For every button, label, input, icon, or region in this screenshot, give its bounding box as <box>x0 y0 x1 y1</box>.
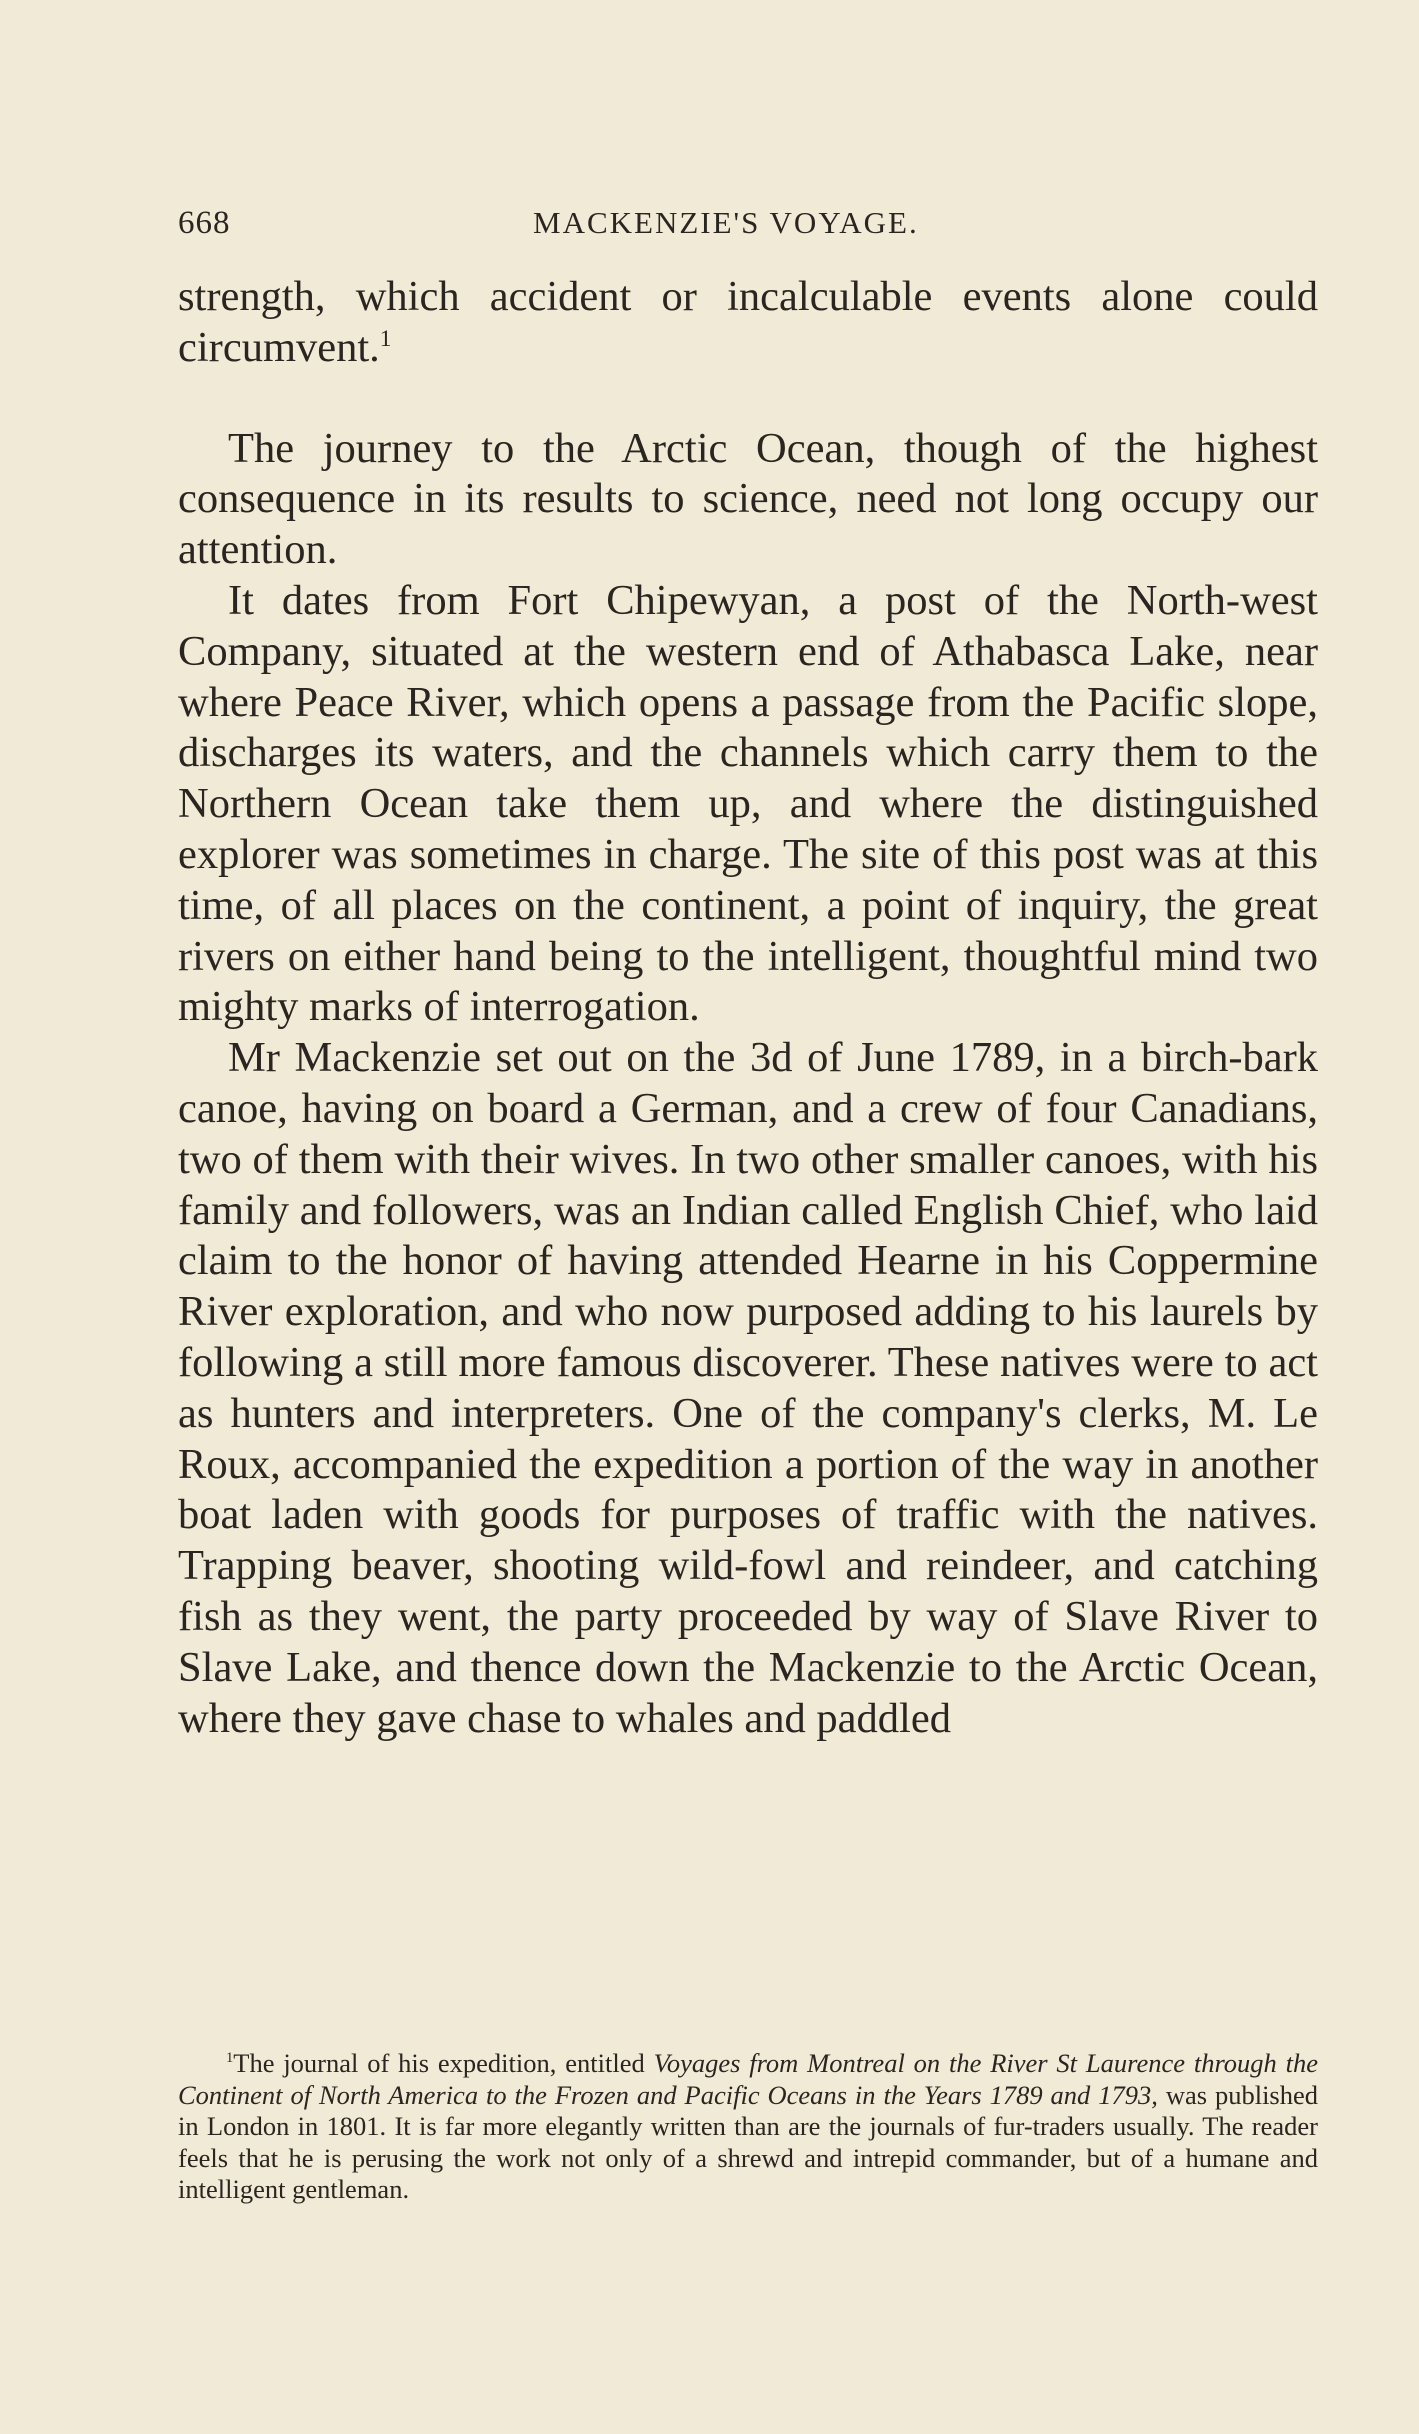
body-text <box>178 272 1318 1744</box>
footnote-marker: 1 <box>226 2050 234 2067</box>
running-title: MACKENZIE'S VOYAGE. <box>533 205 919 240</box>
running-head <box>178 205 1318 255</box>
paragraph: It dates from Fort Chipewyan, a post of the North-west Company, situated at the western end of Athabasca Lake, near where Peace River, which opens a passage from the Pacific slope, discharges its waters, and the channels which carry them to the Northern Ocean take them up, and where the distinguished explorer was sometimes in charge. The site of this post was at this time, of all places on the continent, a point of inquiry, the great rivers on either hand being to the intelligent, thoughtful mind two mighty marks of interrogation. <box>178 576 1318 1031</box>
footnote-reference: 1 <box>379 325 392 352</box>
paragraph-continuation <box>178 272 1318 374</box>
footnote-lead: The journal of his expedition, entitled <box>233 2048 645 2078</box>
paragraph: Mr Mackenzie set out on the 3d of June 1789, in a birch-bark canoe, having on board a German, and a crew of four Canadians, two of them with their wives. In two other smaller canoes, with his family and followers, was an Indian called English Chief, who laid claim to the honor of having attended Hearne in his Coppermine River exploration, and who now purposed adding to his laurels by following a still more famous discoverer. These natives were to act as hunters and interpreters. One of the company's clerks, M. Le Roux, accompanied the expedition a portion of the way in another boat laden with goods for purposes of traffic with the natives. Trapping beaver, shooting wild-fowl and reindeer, and catching fish as they went, the party proceeded by way of Slave River to Slave Lake, and thence down the Mackenzie to the Arctic Ocean, where they gave chase to whales and paddled <box>178 1034 1318 1742</box>
footnote <box>178 2048 1318 2206</box>
paragraph-text: strength, which accident or incalculable events alone could circumvent. <box>178 273 1318 371</box>
paragraph: The journey to the Arctic Ocean, though of the highest consequence in its results to science, need not long occupy our attention. <box>178 424 1318 574</box>
footnote-book-title: Voyages from Montreal on the River St Laurence through the Continent of North America to the Frozen and Pacific Oceans in the Years 1789 and 1793, <box>178 2048 1318 2110</box>
footnotes <box>178 2048 1318 2206</box>
page-number: 668 <box>178 205 231 241</box>
footnote-rest: was published in London in 1801. It is far more elegantly written than are the journals of fur-traders usually. The reader feels that he is perusing the work not only of a shrewd and intrepid commander, but of a humane and intelligent gentleman. <box>178 2079 1319 2204</box>
